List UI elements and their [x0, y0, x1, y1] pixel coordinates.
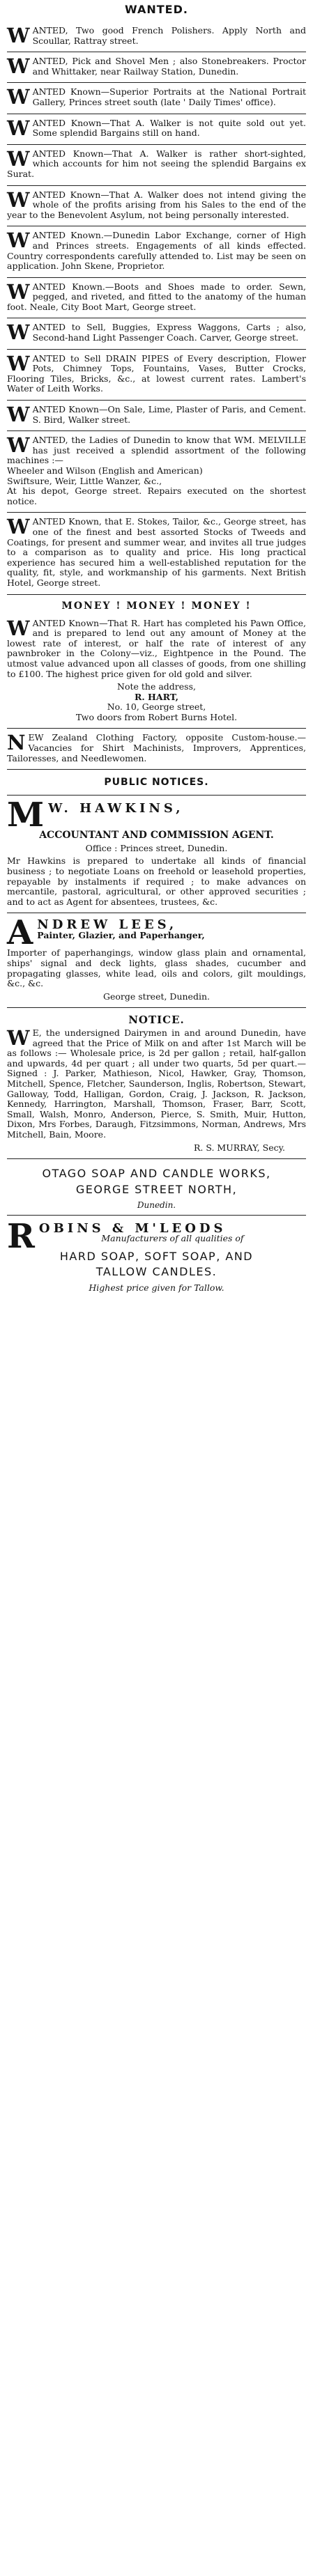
public-notices-title: PUBLIC NOTICES. [7, 770, 306, 796]
wanted-ad-body: ANTED to Sell DRAIN PIPES of Every description, Flower Pots, Chimney Tops, Fountains, Vases, Butter Crocks, Flooring Tiles, Bricks, &c., at lowest current rates. Lambert's Water of Leith Works. [7, 352, 306, 394]
soap-line3: Dunedin. [137, 1200, 176, 1211]
notice-body: E, the undersigned Dairymen in and around Dunedin, have agreed that the Price of Milk on and after 1st March will be as follows :— Wholesale price, is 2d per gallon ; retail, half-gallon and upwards, 4d per quart ; all under two quarts, 5d per quart.—Signed : J. Parker, Mathieson, Nicol, Hawker, Gray, Thomson, Mitchell, Spence, Fletcher, Saunderson, Inglis, Robertson, Stewart, Galloway, Todd, Halligan, Gordon, Craig, J. Jackson, R. Jackson, Kennedy, Harrington, Marshall, Thomson, Fraser, Barr, Scott, Small, Walsh, Monro, Anderson, Pierce, S. Smith, Muir, Hutton, Dixon, Mrs Forbes, Daraugh, Fitzsimmons, Norman, Andrews, Mrs Mitchell, Bain, Moore. [7, 1027, 306, 1140]
wanted-ad-body: ANTED Known—That A. Walker does not intend giving the whole of the profits arising from his Sales to the end of the year to the Benevolent Asylum, not being personally interested. [7, 189, 306, 220]
money-address: No. 10, George street, [107, 701, 206, 713]
wanted-ad [7, 350, 306, 401]
wanted-ad-body: ANTED Known—That A. Walker is rather short-sighted, which accounts for him not seeing the splendid Bargains ex Surat. [7, 148, 306, 179]
wanted-ad [7, 226, 306, 277]
wanted-ad [7, 22, 306, 52]
wanted-ad-dropcap: W [7, 187, 30, 212]
wanted-ad-dropcap: W [7, 54, 30, 79]
wanted-ad-dropcap: W [7, 403, 30, 427]
wanted-ad [7, 401, 306, 431]
soap-products2: TALLOW CANDLES. [96, 1265, 217, 1279]
wanted-ad-body: ANTED Known, that E. Stokes, Tailor, &c., George street, has one of the finest and best assorted Stocks of Tweeds and Coatings, for present and summer wear, and invites all true judges to a comparison as to quality and price. His long practical experience has secured him a well-established reputation for the quality, fit, style, and workmanship of his garments. Next British Hotel, George street. [7, 516, 306, 588]
money-ad [7, 614, 306, 729]
notice-ad [7, 1008, 306, 1159]
wanted-ad-dropcap: W [7, 351, 30, 375]
hawkins-ad [7, 796, 306, 913]
lees-address: George street, Dunedin. [103, 991, 210, 1002]
hawkins-body: Mr Hawkins is prepared to undertake all kinds of financial business ; to negotiate Loans on freehold or leasehold properties, repayable by instalments if required ; to make advances on mercantile, pastoral, agricultural, or other approved securities ; and to act as Agent for absentees, trustees, &c. [7, 855, 306, 907]
lees-dropcap: A [7, 913, 33, 953]
wanted-ad-dropcap: W [7, 85, 30, 109]
wanted-ad [7, 114, 306, 145]
notice-dropcap: W [7, 1025, 30, 1050]
clothing-ad [7, 729, 306, 770]
money-body: ANTED Known—That R. Hart has completed his Pawn Office, and is prepared to lend out any amount of Money at the lowest rate of interest, or half the rate of interest of any pawnbroker in the Colony—viz., Eightpence in the Pound. The utmost value advanced upon all classes of goods, from one shilling to £100. The highest price given for old gold and silver. [7, 617, 306, 679]
wanted-ad-dropcap: W [7, 279, 30, 304]
soap-dropcap: R [7, 1216, 35, 1256]
wanted-ad [7, 83, 306, 114]
money-title: MONEY ! MONEY ! MONEY ! [61, 600, 252, 612]
lees-title: Painter, Glazier, and Paperhanger, [37, 930, 205, 940]
soap-ad [7, 1159, 306, 1299]
wanted-ad [7, 186, 306, 227]
soap-line1: OTAGO SOAP AND CANDLE WORKS, [42, 1167, 271, 1181]
wanted-list [7, 22, 306, 595]
hawkins-office: Office : Princes street, Dunedin. [85, 842, 228, 853]
wanted-ad [7, 145, 306, 186]
wanted-ad [7, 52, 306, 83]
wanted-ad-body: ANTED Known.—Dunedin Labor Exchange, corner of High and Princes streets. Engagements of all kinds effected. Country correspondents carefully attended to. List may be seen on application. John Skene, Proprietor. [7, 230, 306, 272]
lees-name: NDREW LEES, [37, 917, 178, 933]
wanted-ad-body: ANTED Known—Superior Portraits at the National Portrait Gallery, Princes street south (late ' Daily Times' office). [32, 86, 306, 107]
wanted-ad-body: ANTED, Two good French Polishers. Apply North and Scoullar, Rattray street. [32, 25, 306, 46]
wanted-ad [7, 431, 306, 513]
wanted-ad-body: ANTED Known—That A. Walker is not quite sold out yet. Some splendid Bargains still on hand. [32, 117, 306, 139]
hawkins-name: W. HAWKINS, [48, 801, 184, 816]
soap-firm: OBINS & M'LEODS [38, 1220, 227, 1236]
wanted-ad-dropcap: W [7, 320, 30, 345]
wanted-ad [7, 278, 306, 319]
wanted-ad-body: ANTED to Sell, Buggies, Express Waggons, Carts ; also, Second-hand Light Passenger Coach. Carver, George street. [32, 322, 306, 343]
clothing-dropcap: N [7, 731, 26, 755]
soap-manufacturers: Manufacturers of all qualities of [101, 1233, 244, 1244]
clothing-body: EW Zealand Clothing Factory, opposite Custom-house.—Vacancies for Shirt Machinists, Improvers, Apprentices, Tailoresses, and Needlewomen. [7, 732, 306, 763]
soap-tallow: Highest price given for Tallow. [89, 1282, 224, 1294]
wanted-ad-dropcap: W [7, 146, 30, 171]
wanted-ad-body: ANTED, the Ladies of Dunedin to know that WM. MELVILLE has just received a splendid assortment of the following machines :— Wheeler and Wilson (English and American) Swiftsure, Weir, Little Wanzer, &c., At his depot, George street. Repairs executed on the shortest notice. [7, 435, 306, 506]
hawkins-title: ACCOUNTANT AND COMMISSION AGENT. [39, 830, 274, 841]
wanted-ad-dropcap: W [7, 228, 30, 253]
notice-signature: R. S. MURRAY, Secy. [193, 1142, 285, 1153]
hawkins-dropcap: M [7, 796, 45, 835]
lees-body: Importer of paperhangings, window glass plain and ornamental, ships' signal and deck lights, glass shades, cucumber and propagating glasses, white lead, oils and colors, gilt mouldings, &c., &c. [7, 947, 306, 989]
soap-products1: HARD SOAP, SOFT SOAP, AND [59, 1249, 254, 1263]
wanted-ad-dropcap: W [7, 433, 30, 458]
wanted-heading: WANTED. [125, 3, 188, 16]
wanted-ad [7, 513, 306, 594]
wanted-ad-dropcap: W [7, 24, 30, 47]
notice-title: NOTICE. [128, 1014, 185, 1027]
wanted-ad-body: ANTED, Pick and Shovel Men ; also Stonebreakers. Proctor and Whittaker, near Railway Station, Dunedin. [32, 56, 306, 77]
money-name: R. HART, [134, 691, 179, 702]
wanted-ad-dropcap: W [7, 515, 30, 539]
wanted-ad-dropcap: W [7, 116, 30, 140]
lees-ad [7, 913, 306, 1008]
wanted-ad-body: ANTED Known.—Boots and Shoes made to order. Sewn, pegged, and riveted, and fitted to the anatomy of the human foot. Neale, City Boot Mart, George street. [7, 281, 306, 312]
wanted-ad [7, 318, 306, 349]
money-dropcap: W [7, 616, 30, 640]
money-note: Note the address, [117, 681, 196, 692]
money-location: Two doors from Robert Burns Hotel. [75, 711, 238, 722]
soap-line2: GEORGE STREET NORTH, [75, 1182, 238, 1196]
wanted-ad-body: ANTED Known—On Sale, Lime, Plaster of Paris, and Cement. S. Bird, Walker street. [32, 404, 306, 425]
